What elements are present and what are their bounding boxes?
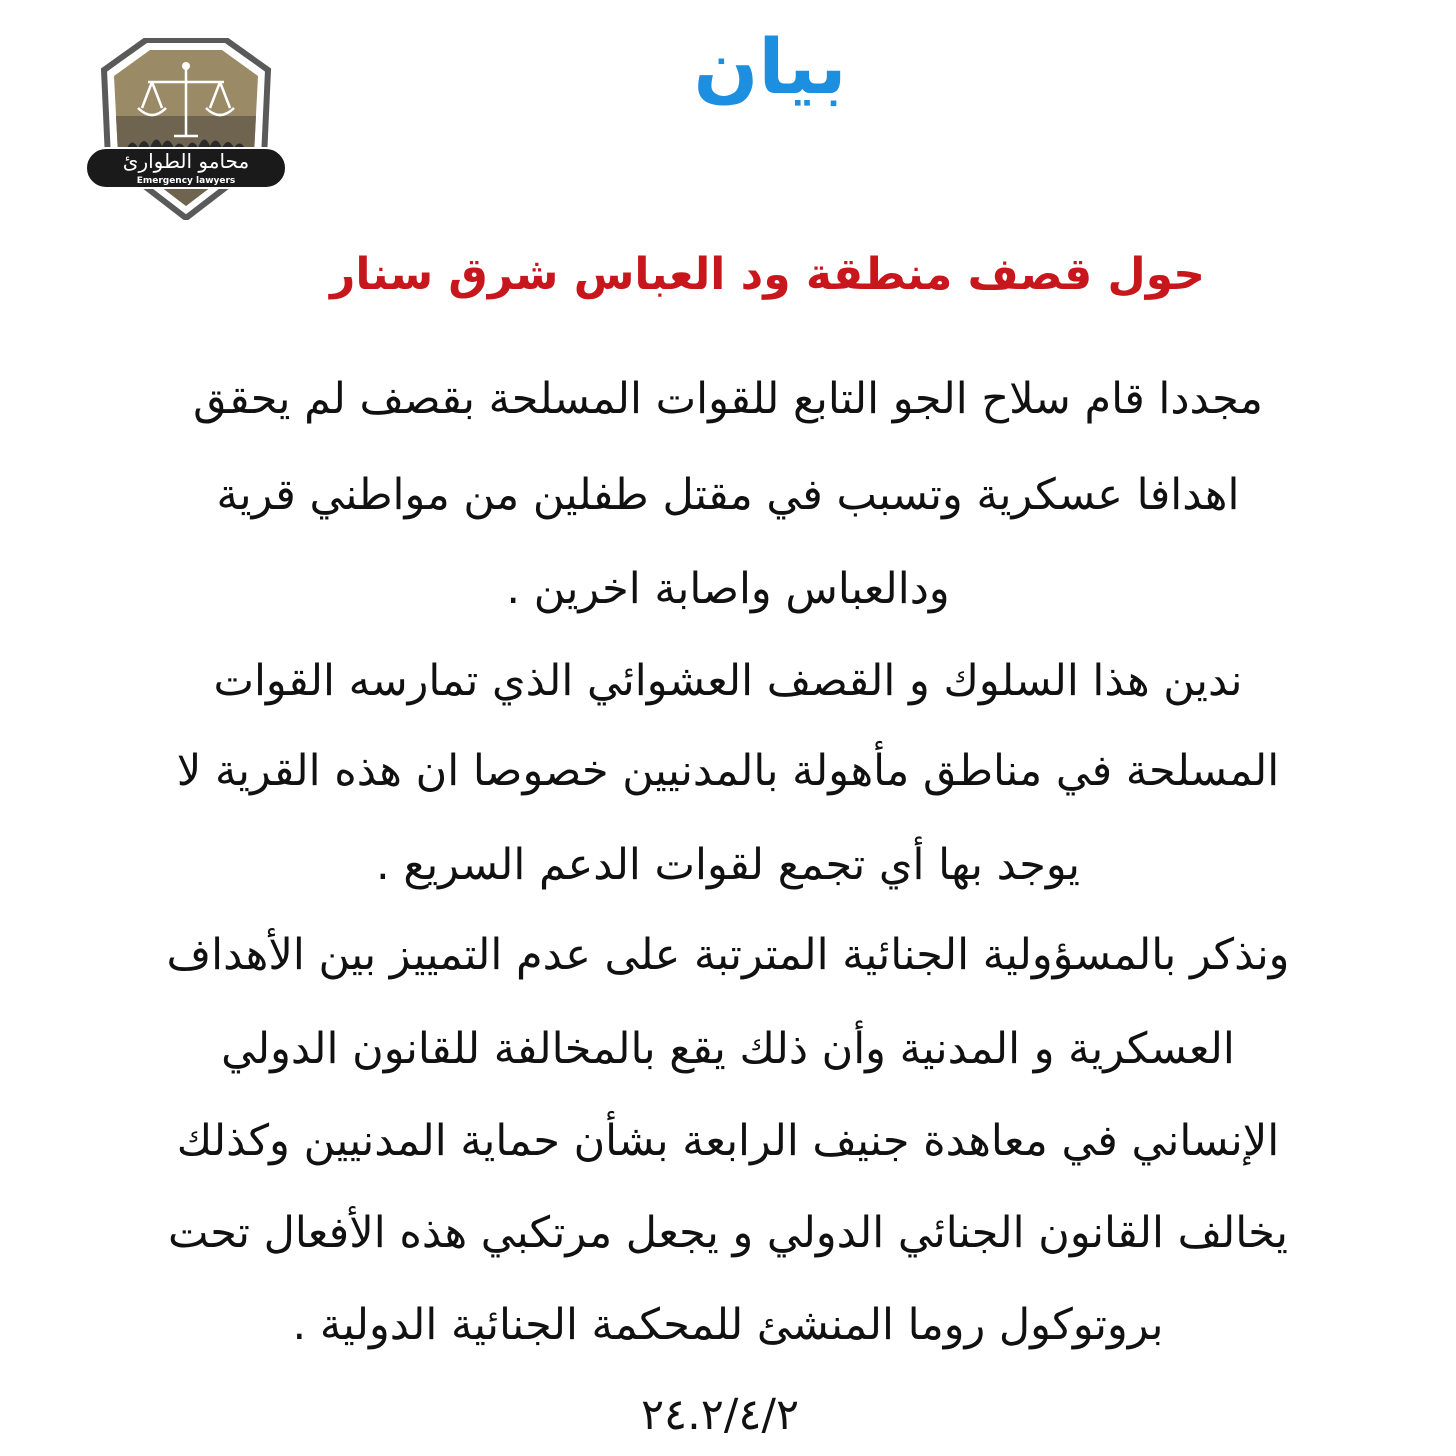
body-line-9: الإنساني في معاهدة جنيف الرابعة بشأن حماية المدنيين وكذلك xyxy=(176,1116,1280,1166)
body-line-1: مجددا قام سلاح الجو التابع للقوات المسلحة بقصف لم يحقق xyxy=(193,374,1263,424)
body-line-6: يوجد بها أي تجمع لقوات الدعم السريع . xyxy=(375,840,1081,890)
emergency-lawyers-logo xyxy=(86,38,286,220)
body-line-7: ونذكر بالمسؤولية الجنائية المترتبة على عدم التمييز بين الأهداف xyxy=(166,930,1290,980)
logo-name-ar: محامو الطوارئ xyxy=(122,149,250,173)
logo-name-en: Emergency lawyers xyxy=(136,176,236,186)
body-line-5: المسلحة في مناطق مأهولة بالمدنيين خصوصا ان هذه القرية لا xyxy=(176,746,1280,796)
shield-emblem-icon xyxy=(86,38,286,220)
document-title: بيان xyxy=(693,22,847,111)
body-line-11: بروتوكول روما المنشئ للمحكمة الجنائية الدولية . xyxy=(292,1300,1164,1350)
body-line-3: ودالعباس واصابة اخرين . xyxy=(506,564,950,614)
document-date: ٢٤.٢/٤/٢ xyxy=(640,1390,800,1440)
body-line-10: يخالف القانون الجنائي الدولي و يجعل مرتكبي هذه الأفعال تحت xyxy=(167,1208,1289,1258)
body-line-8: العسكرية و المدنية وأن ذلك يقع بالمخالفة للقانون الدولي xyxy=(221,1024,1235,1074)
body-line-2: اهدافا عسكرية وتسبب في مقتل طفلين من مواطني قرية xyxy=(216,470,1240,520)
document-subtitle: حول قصف منطقة ود العباس شرق سنار xyxy=(330,249,1205,300)
body-line-4: ندين هذا السلوك و القصف العشوائي الذي تمارسه القوات xyxy=(213,656,1243,706)
